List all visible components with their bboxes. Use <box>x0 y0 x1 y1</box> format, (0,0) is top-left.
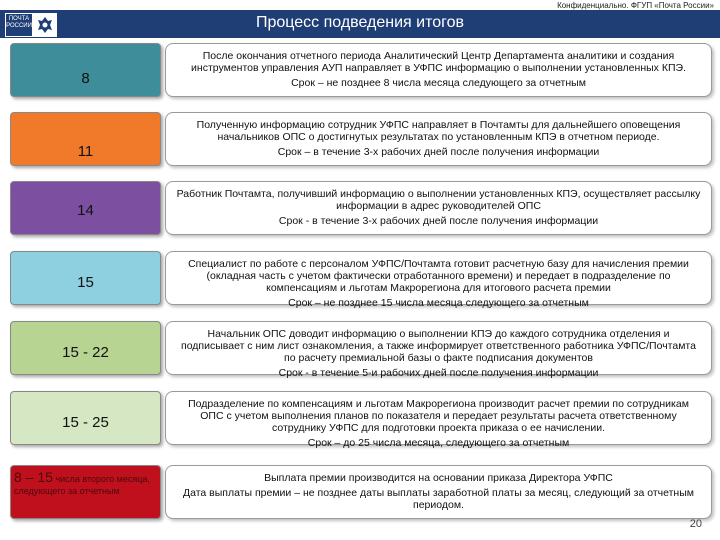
step-text-block <box>176 258 701 309</box>
day-number: 15 - 22 <box>62 344 109 361</box>
process-step-row <box>10 181 710 237</box>
day-box <box>10 391 161 445</box>
day-number: 14 <box>77 202 94 219</box>
day-label <box>14 471 159 497</box>
process-step-row <box>10 112 710 168</box>
step-deadline: Срок – в течение 3-х рабочих дней после получения информации <box>277 146 600 158</box>
step-description-card <box>165 43 712 97</box>
step-text: Выплата премии производится на основании приказа Директора УФПС <box>264 472 613 484</box>
step-text-block <box>176 119 701 158</box>
step-text: После окончания отчетного периода Аналитический Центр Департамента аналитики и создания инструментов управления АУП направляет в УФПС информацию о выполнении установленных КПЭ. <box>191 50 686 74</box>
step-text-block <box>176 472 701 511</box>
day-number: 15 <box>77 274 94 291</box>
step-description-card <box>165 321 712 379</box>
step-deadline: Срок – до 25 числа месяца, следующего за отчетным <box>307 437 570 449</box>
step-text: Полученную информацию сотрудник УФПС направляет в Почтамты для дальнейшего оповещения начальников ОПС о достигнутых результатах по установленным КПЭ в отчетном периоде. <box>196 119 681 143</box>
step-text-block <box>176 398 701 449</box>
day-note: числа второго месяца, следующего за отчетным <box>14 474 150 496</box>
day-number: 8 <box>81 70 90 87</box>
process-step-row <box>10 251 710 307</box>
process-step-row <box>10 391 710 447</box>
step-text-block <box>176 188 701 227</box>
step-description-card <box>165 251 712 309</box>
confidential-label: Конфиденциально. ФГУП «Почта России» <box>557 1 714 10</box>
day-number: 11 <box>77 143 94 160</box>
day-box <box>10 112 161 166</box>
step-deadline: Срок – не позднее 8 числа месяца следующего за отчетным <box>291 77 586 89</box>
process-step-row <box>10 321 710 377</box>
step-description-card <box>165 465 712 519</box>
step-text-block <box>176 328 701 379</box>
day-number: 15 - 25 <box>62 414 109 431</box>
day-number: 8 – 15 <box>14 469 53 485</box>
step-description-card <box>165 112 712 166</box>
logo-text: ПОЧТА РОССИИ <box>6 14 32 36</box>
day-box <box>10 465 161 519</box>
page-title: Процесс подведения итогов <box>255 14 465 31</box>
day-box <box>10 181 161 235</box>
process-step-row <box>10 43 710 99</box>
step-text: Подразделение по компенсациям и льготам Макрорегиона производит расчет премии по сотрудникам ОПС с учетом выполнения планов по показателя и передает результаты расчета ответственному сотруднику УФПС для подготовки проекта приказа о ее начислении. <box>188 398 689 434</box>
step-text: Работник Почтамта, получивший информацию о выполнении установленных КПЭ, осуществляет рассылку информации в адрес руководителей ОПС <box>176 188 701 212</box>
step-text: Специалист по работе с персоналом УФПС/Почтамта готовит расчетную базу для начисления премии (окладная часть с учетом фактически отработанного времени) и передает в подразделение по компенсациям и льготам Макрорегиона для итогового расчета премии <box>188 258 689 294</box>
step-text-block <box>176 50 701 89</box>
page-number: 20 <box>689 518 702 530</box>
step-deadline: Срок - в течение 5-и рабочих дней после получения информации <box>278 367 599 379</box>
step-description-card <box>165 391 712 449</box>
day-box <box>10 251 161 305</box>
day-box <box>10 43 161 97</box>
header-bar <box>0 10 720 38</box>
day-box <box>10 321 161 375</box>
step-deadline: Срок - в течение 3-х рабочих дней после получения информации <box>278 215 599 227</box>
process-step-row <box>10 465 710 521</box>
step-description-card <box>165 181 712 235</box>
step-text: Начальник ОПС доводит информацию о выполнении КПЭ до каждого сотрудника отделения и подписывает с ним лист ознакомления, а также информирует ответственного работника УФПС/Почтамта по расчету премиальной базы о факте подписания документов <box>181 328 696 364</box>
step-deadline: Дата выплаты премии – не позднее даты выплаты заработной платы за месяц, следующий за отчетным периодом. <box>182 487 694 511</box>
step-deadline: Срок – не позднее 15 числа месяца следующего за отчетным <box>288 297 589 309</box>
